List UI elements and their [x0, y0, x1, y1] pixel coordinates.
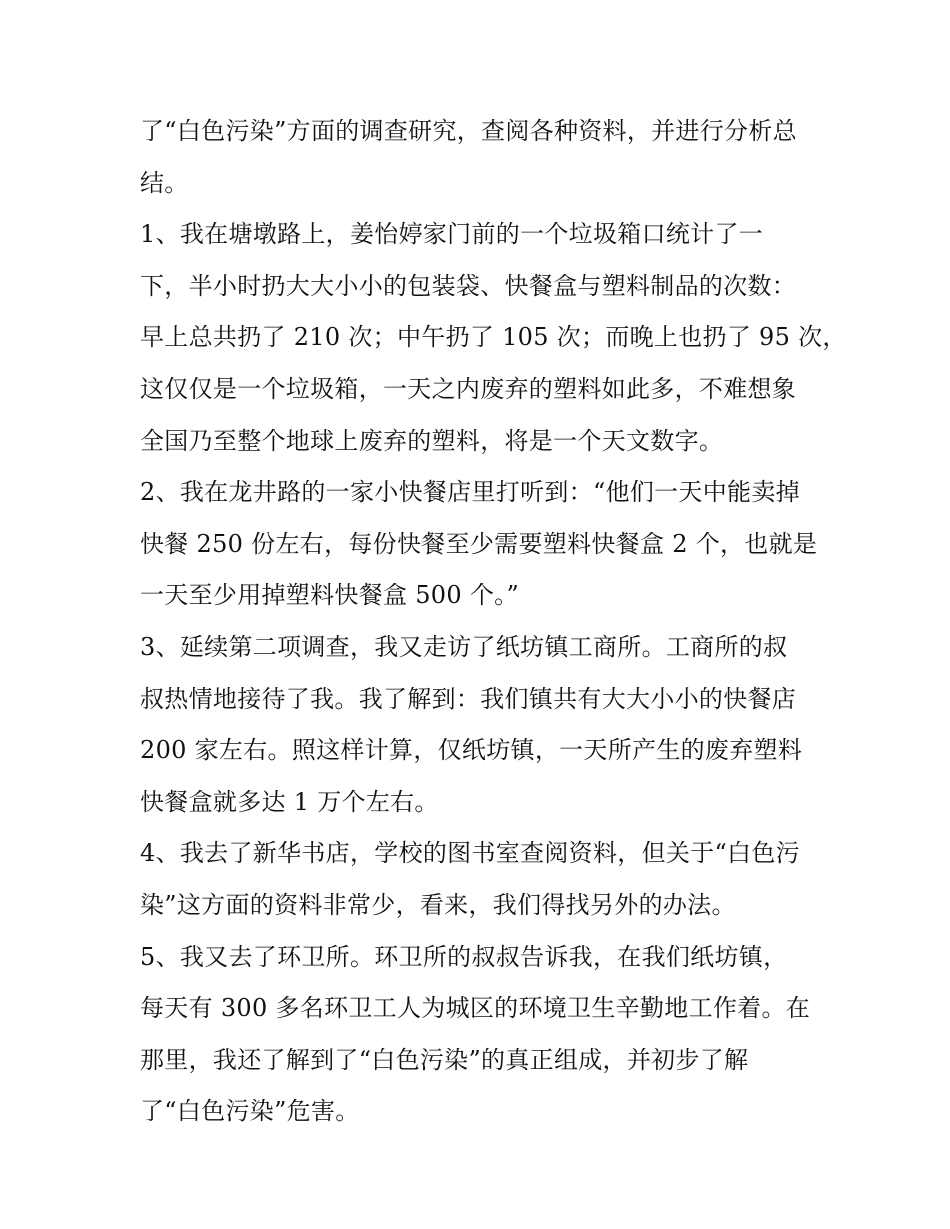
text-line: 了“白色污染”方面的调查研究，查阅各种资料，并进行分析总: [140, 117, 797, 145]
text-line: 快餐盒就多达 1 万个左右。: [140, 787, 439, 816]
text-line: 下，半小时扔大大小小的包装袋、快餐盒与塑料制品的次数：: [140, 271, 797, 300]
text-line: 染”这方面的资料非常少，看来，我们得找另外的办法。: [140, 890, 736, 919]
text-line: 那里，我还了解到了“白色污染”的真正组成，并初步了解: [140, 1045, 749, 1074]
text-line: 2、我在龙井路的一家小快餐店里打听到：“他们一天中能卖掉: [140, 478, 800, 507]
text-line: 4、我去了新华书店，学校的图书室查阅资料，但关于“白色污: [140, 839, 800, 868]
text-line: 这仅仅是一个垃圾箱，一天之内废弃的塑料如此多，不难想象: [140, 374, 797, 403]
text-line: 5、我又去了环卫所。环卫所的叔叔告诉我，在我们纸坊镇，: [140, 942, 788, 971]
text-line: 200 家左右。照这样计算，仅纸坊镇，一天所产生的废弃塑料: [140, 736, 803, 765]
text-line: 早上总共扔了 210 次；中午扔了 105 次；而晚上也扔了 95 次，: [140, 323, 847, 352]
text-line: 快餐 250 份左右，每份快餐至少需要塑料快餐盒 2 个，也就是: [140, 529, 818, 558]
text-line: 结。: [140, 168, 189, 197]
text-line: 了“白色污染”危害。: [140, 1097, 360, 1126]
text-line: 叔热情地接待了我。我了解到：我们镇共有大大小小的快餐店: [140, 684, 797, 713]
text-line: 一天至少用掉塑料快餐盒 500 个。”: [140, 581, 520, 610]
text-line: 1、我在塘墩路上，姜怡婷家门前的一个垃圾箱口统计了一: [140, 220, 764, 249]
body-text: [140, 106, 847, 1138]
text-line: 全国乃至整个地球上废弃的塑料，将是一个天文数字。: [140, 426, 724, 455]
text-line: 3、延续第二项调查，我又走访了纸坊镇工商所。工商所的叔: [140, 632, 788, 661]
text-line: 每天有 300 多名环卫工人为城区的环境卫生辛勤地工作着。在: [140, 994, 811, 1023]
